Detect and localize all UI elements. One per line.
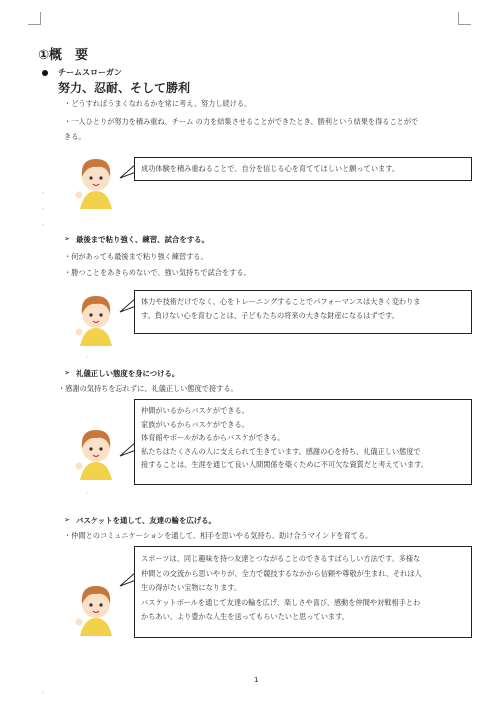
section-title: 最後まで粘り強く、練習、試合をする。 [76, 235, 209, 244]
section-title: バスケットを通して、友達の輪を広げる。 [76, 516, 216, 525]
girl-avatar-icon [70, 290, 122, 346]
bubble-text: バスケットボールを通じて友達の輪を広げ、楽しさや喜び、感動を仲間や対戦相手とわ [141, 597, 421, 607]
speech-bubble [134, 290, 472, 334]
intro-line: きる。 [64, 132, 86, 141]
paragraph-mark: , [86, 352, 88, 359]
speech-bubble [134, 399, 472, 485]
section-heading: ①概 要 [38, 48, 89, 63]
arrow-bullet-icon: ➢ [64, 515, 71, 524]
arrow-bullet-icon: ➢ [64, 234, 71, 243]
bubble-text: 仲間との交流から思いやりが、全力で競技するなかから信頼や尊敬が生まれ、それは人 [141, 568, 422, 578]
speech-bubble [134, 546, 472, 638]
body-line: ・感謝の気持ちを忘れずに、礼儀正しい態度で接する。 [58, 384, 238, 393]
bubble-text: 接することは、生涯を通じて良い人間関係を築くために不可欠な資質だと考えています。 [141, 460, 428, 469]
slogan-label: チームスローガン [58, 68, 122, 77]
crop-mark-top-left [28, 12, 41, 25]
bubble-text: スポーツは、同じ趣味を持つ友達とつながることのできるすばらしい方法です。多様な [141, 554, 421, 563]
crop-mark-top-right [458, 12, 471, 25]
bubble-text: す。負けない心を育むことは、子どもたちの将来の大きな財産になるはずです。 [141, 310, 399, 320]
bubble-text: 私たちはたくさんの人に支えられて生きています。感謝の心を持ち、礼儀正しい態度で [141, 446, 421, 456]
arrow-bullet-icon: ➢ [64, 368, 71, 377]
paragraph-mark: , [42, 188, 44, 195]
section-title: 礼儀正しい態度を身につける。 [76, 369, 180, 378]
speech-bubble [134, 157, 472, 181]
intro-line: ・どうすればうまくなれるかを常に考え、努力し続ける。 [64, 99, 252, 108]
girl-avatar-icon [70, 153, 122, 209]
paragraph-mark: , [86, 488, 88, 495]
paragraph-mark: , [42, 220, 44, 227]
body-line: ・仲間とのコミュニケーションを通して、相手を思いやる気持ち、助け合うマインドを育てる。 [64, 531, 373, 540]
bubble-text: 家族がいるからバスケができる。 [141, 419, 249, 429]
slogan: 努力、忍耐、そして勝利 [58, 81, 191, 95]
bubble-text: かちあい、より豊かな人生を送ってもらいたいと思っています。 [141, 612, 349, 621]
girl-avatar-icon [70, 580, 122, 636]
bubble-text: 生の得がたい宝物になります。 [141, 583, 242, 592]
body-line: ・何があっても最後まで粘り強く練習する。 [64, 252, 208, 261]
bubble-text: 体育館やボールがあるからバスケができる。 [141, 433, 285, 442]
body-line: ・勝つことをあきらめないで、強い気持ちで試合をする。 [64, 268, 251, 277]
girl-avatar-icon [70, 424, 122, 480]
paragraph-mark: , [42, 204, 44, 211]
bubble-text: 仲間がいるからバスケができる。 [141, 406, 249, 415]
paragraph-mark: , [42, 688, 44, 695]
bubble-text: 体力や技術だけでなく、心をトレーニングすることでパフォーマンスは大きく変わりま [141, 297, 421, 306]
bubble-text: 成功体験を積み重ねることで、自分を信じる心を育ててほしいと願っています。 [141, 164, 400, 173]
page-number: 1 [254, 676, 259, 684]
bullet-dot-icon [42, 70, 48, 76]
intro-line: ・一人ひとりが努力を積み重ね、チーム の力を結集させることができたとき、勝利という結果を得ることがで [64, 117, 419, 126]
